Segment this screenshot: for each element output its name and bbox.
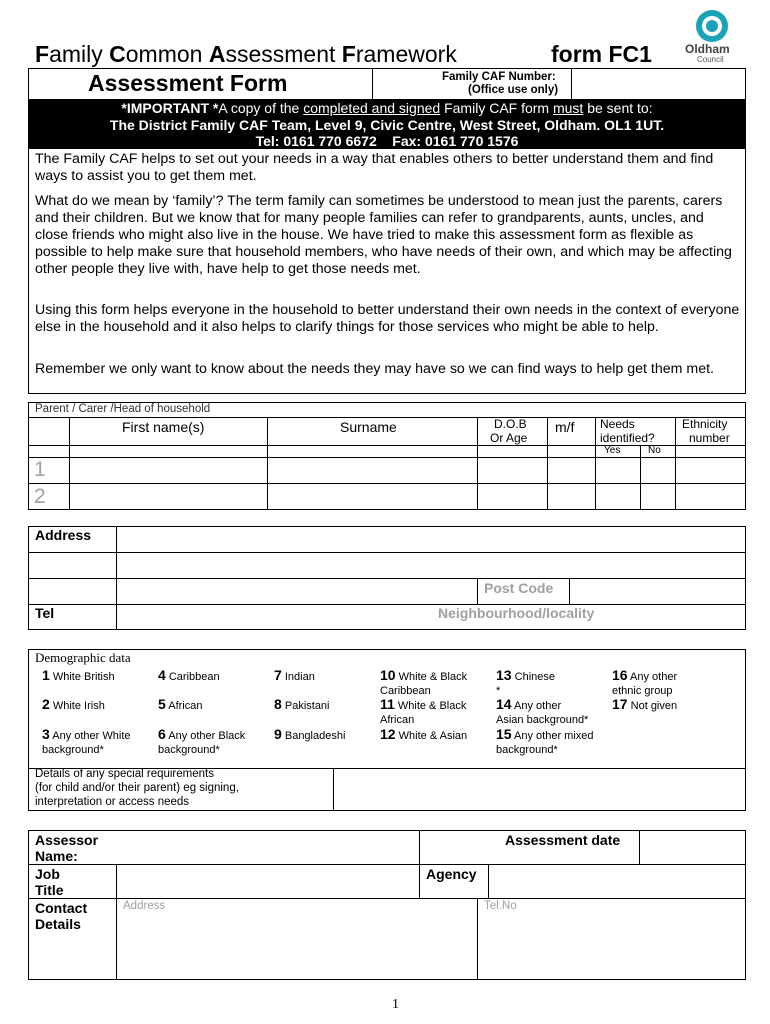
row-1-first-name-field[interactable] xyxy=(70,458,266,482)
demographic-number: 2 xyxy=(42,696,50,712)
demographic-title: Demographic data xyxy=(35,650,131,665)
special-requirements-field[interactable] xyxy=(335,770,744,810)
intro-paragraph-2: What do we mean by ‘family’? The term family can sometimes be understood to mean just the parents, carers and their children. But we know that for many people families can refer to grandparents, aunts, uncles, and close friends who might also live in the house. We have tried to make this assessment form as flexible as possible to help make sure that household members, who have needs of their own, and which may be affecting other people they live with, have help to get those needs met. xyxy=(35,193,732,277)
demographic-label-2: * xyxy=(496,685,501,697)
demographic-label: White Irish xyxy=(52,700,105,712)
important-text-b: Family CAF form xyxy=(440,100,553,116)
col-surname: Surname xyxy=(340,419,397,435)
job-title-label-2: Title xyxy=(35,882,64,898)
col-needs: Needs xyxy=(600,417,635,431)
intro-paragraph-1: The Family CAF helps to set out your needs in a way that enables others to better understand them and find ways to assist you to get them met. xyxy=(35,151,714,184)
assessor-name-field[interactable] xyxy=(118,832,418,863)
col-dob: D.O.B xyxy=(494,417,527,431)
assessment-date-field[interactable] xyxy=(641,832,744,863)
important-underline-2: must xyxy=(552,100,584,116)
contact-address-field[interactable] xyxy=(118,914,476,978)
demographic-number: 3 xyxy=(42,726,50,742)
row-number-2: 2 xyxy=(34,485,46,508)
col-ethnicity: Ethnicity xyxy=(682,417,728,431)
demographic-option xyxy=(42,727,131,757)
title-rest-3: ssessment xyxy=(225,41,342,67)
demographic-number: 12 xyxy=(380,726,396,742)
assessor-name-label: Assessor xyxy=(35,832,99,848)
row-number-1: 1 xyxy=(34,458,46,481)
title-cap-1: F xyxy=(35,41,50,67)
title-rest-2: ommon xyxy=(125,41,209,67)
logo-sub: Council xyxy=(697,55,724,64)
job-title-label: Job xyxy=(35,866,60,882)
title-rest-4: ramework xyxy=(355,41,457,67)
demographic-label: Any other White xyxy=(52,730,131,742)
demographic-label-2: background* xyxy=(158,744,220,756)
page-title xyxy=(35,41,457,68)
demographic-option xyxy=(274,727,345,743)
demographic-label: Caribbean xyxy=(168,671,220,683)
demographic-option xyxy=(158,727,245,757)
caf-number-field[interactable] xyxy=(573,70,743,98)
demographic-option xyxy=(380,697,466,727)
title-rest-1: amily xyxy=(49,41,110,67)
special-req-1: Details of any special requirements xyxy=(35,768,214,780)
agency-label: Agency xyxy=(426,866,477,882)
demographic-option xyxy=(612,697,677,713)
demographic-number: 1 xyxy=(42,667,50,683)
demographic-label: African xyxy=(168,700,203,712)
demographic-number: 6 xyxy=(158,726,166,742)
demographic-label: Bangladeshi xyxy=(284,730,346,742)
intro-paragraph-4: Remember we only want to know about the needs they may have so we can find ways to help get them met. xyxy=(35,361,714,377)
demographic-number: 15 xyxy=(496,726,512,742)
office-use-label: (Office use only) xyxy=(468,84,559,96)
demographic-number: 17 xyxy=(612,696,628,712)
intro-paragraph-3: Using this form helps everyone in the household to better understand their own needs in the context of everyone else in the household and it also helps to clarify things for those services who might be able to help. xyxy=(35,302,740,335)
logo-name: Oldham xyxy=(685,42,730,56)
col-age: Or Age xyxy=(490,431,528,445)
col-ethnicity-2: number xyxy=(689,431,730,445)
demographic-option xyxy=(158,668,220,684)
important-line-2: The District Family CAF Team, Level 9, Civic Centre, West Street, Oldham. OL1 1UT. xyxy=(109,117,665,133)
demographic-option xyxy=(42,697,105,713)
important-prefix: *IMPORTANT * xyxy=(121,100,219,116)
demographic-option xyxy=(612,668,677,698)
contact-details-label: Contact xyxy=(35,900,88,916)
demographic-label: Any other Black xyxy=(168,730,246,742)
address-label: Address xyxy=(35,527,92,543)
job-title-field[interactable] xyxy=(118,866,418,897)
demographic-label: Not given xyxy=(630,700,678,712)
demographic-label-2: African xyxy=(380,714,415,726)
demographic-number: 9 xyxy=(274,726,282,742)
demographic-label-2: Asian background* xyxy=(496,714,589,726)
demographic-number: 8 xyxy=(274,696,282,712)
demographic-label: Chinese xyxy=(514,671,555,683)
demographic-label: Pakistani xyxy=(284,700,330,712)
demographic-label: Any other xyxy=(514,700,562,712)
postcode-label: Post Code xyxy=(484,580,554,596)
important-line-1 xyxy=(28,100,746,116)
important-line-3: Tel: 0161 770 6672 Fax: 0161 770 1576 xyxy=(255,133,519,149)
row-2-surname-field[interactable] xyxy=(268,484,476,509)
special-req-2: (for child and/or their parent) eg signing, xyxy=(35,782,239,794)
demographic-option xyxy=(158,697,203,713)
important-banner xyxy=(28,99,746,149)
demographic-label: Indian xyxy=(284,671,315,683)
form-title: Assessment Form xyxy=(88,70,288,96)
title-cap-4: F xyxy=(341,41,356,67)
tel-label: Tel xyxy=(35,605,55,621)
demographic-option xyxy=(380,727,467,743)
col-yes: Yes xyxy=(604,445,621,456)
demographic-number: 14 xyxy=(496,696,512,712)
important-text-c: be sent to: xyxy=(583,100,653,116)
demographic-option xyxy=(496,727,594,757)
demographic-option xyxy=(274,668,315,684)
contact-address-hint: Address xyxy=(123,900,166,912)
caf-number-label: Family CAF Number: xyxy=(442,71,556,83)
row-2-first-name-field[interactable] xyxy=(70,484,266,509)
col-first-name: First name(s) xyxy=(122,419,205,435)
postcode-field[interactable] xyxy=(571,579,744,603)
address-field[interactable] xyxy=(118,527,744,551)
demographic-number: 4 xyxy=(158,667,166,683)
row-1-surname-field[interactable] xyxy=(268,458,476,482)
title-cap-2: C xyxy=(109,41,126,67)
demographic-label: White & Asian xyxy=(398,730,468,742)
demographic-label: White British xyxy=(52,671,115,683)
agency-field[interactable] xyxy=(490,866,744,897)
demographic-label-2: Caribbean xyxy=(380,685,431,697)
contact-details-label-2: Details xyxy=(35,916,81,932)
demographic-number: 10 xyxy=(380,667,396,683)
demographic-option xyxy=(496,697,588,727)
page-number: 1 xyxy=(392,997,399,1012)
demographic-label: White & Black xyxy=(397,700,467,712)
demographic-label: Any other xyxy=(630,671,678,683)
title-cap-3: A xyxy=(208,41,226,67)
demographic-label: White & Black xyxy=(398,671,468,683)
neighbourhood-label: Neighbourhood/locality xyxy=(438,605,595,621)
form-code: form FC1 xyxy=(551,41,652,67)
demographic-option xyxy=(380,668,467,698)
important-text-a: A copy of the xyxy=(218,100,304,116)
contact-tel-field[interactable] xyxy=(479,914,744,978)
demographic-label-2: background* xyxy=(42,744,104,756)
col-mf: m/f xyxy=(555,419,575,435)
demographic-number: 13 xyxy=(496,667,512,683)
demographic-option xyxy=(496,668,555,698)
household-caption: Parent / Carer /Head of household xyxy=(35,403,211,415)
demographic-number: 11 xyxy=(380,696,395,712)
contact-tel-hint: Tel.No xyxy=(484,900,517,912)
special-req-3: interpretation or access needs xyxy=(35,796,190,808)
demographic-option xyxy=(274,697,330,713)
important-underline-1: completed and signed xyxy=(303,100,441,116)
demographic-number: 16 xyxy=(612,667,628,683)
demographic-label: Any other mixed xyxy=(514,730,594,742)
demographic-number: 5 xyxy=(158,696,166,712)
assessment-date-label: Assessment date xyxy=(505,832,621,848)
assessor-name-label-2: Name: xyxy=(35,848,78,864)
demographic-label-2: background* xyxy=(496,744,558,756)
demographic-option xyxy=(42,668,115,684)
col-no: No xyxy=(648,445,661,456)
demographic-number: 7 xyxy=(274,667,282,683)
col-needs-2: identified? xyxy=(600,431,655,445)
demographic-label-2: ethnic group xyxy=(612,685,673,697)
